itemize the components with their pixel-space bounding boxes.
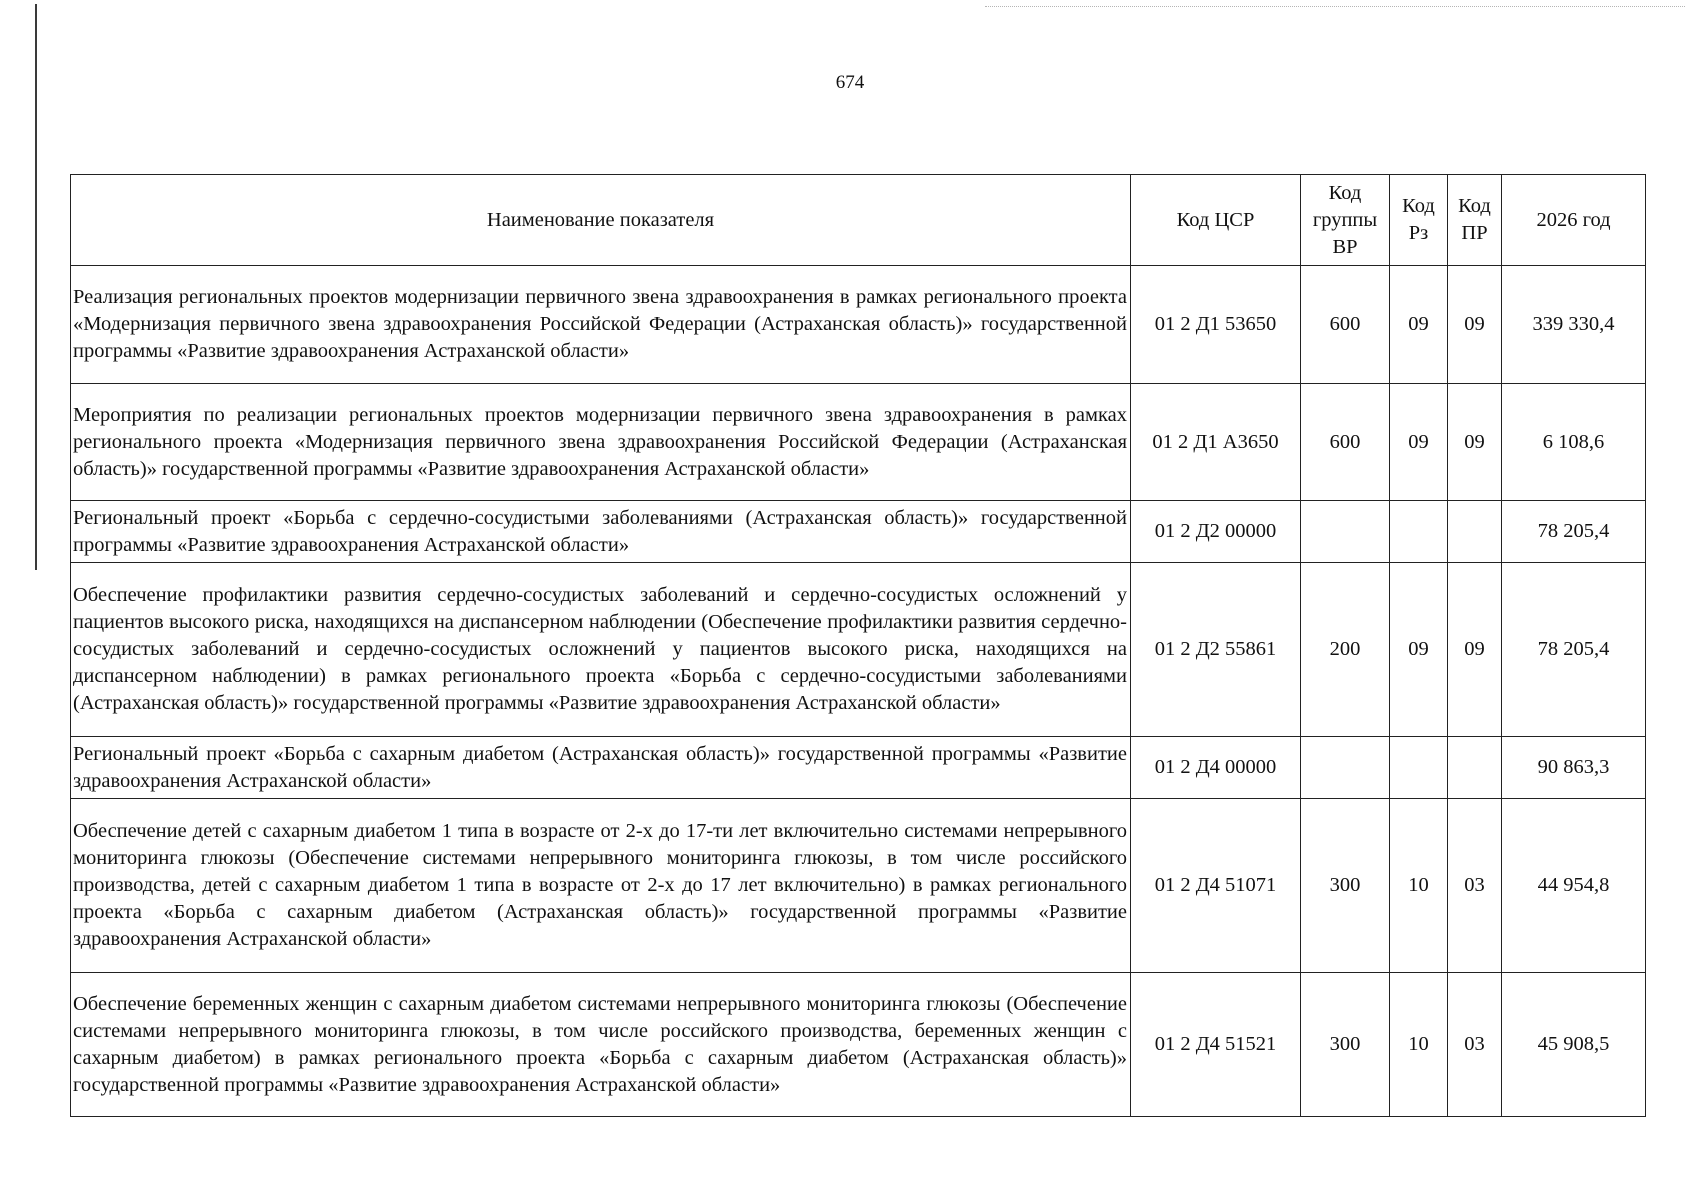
row-pr: 09 (1448, 384, 1502, 501)
row-rz: 10 (1390, 973, 1448, 1117)
page-number: 674 (835, 72, 865, 93)
row-rz: 09 (1390, 563, 1448, 737)
table-row (71, 563, 1646, 737)
row-rz: 09 (1390, 384, 1448, 501)
row-rz: 10 (1390, 799, 1448, 973)
header-vr: Код группы ВР (1301, 175, 1390, 266)
row-vr: 600 (1301, 266, 1390, 384)
row-rz (1390, 501, 1448, 563)
row-amount: 6 108,6 (1502, 384, 1646, 501)
table-row (71, 501, 1646, 563)
row-name: Мероприятия по реализации региональных проектов модернизации первичного звена здравоохранения в рамках регионального проекта «Модернизация первичного звена здравоохранения Российской Федерации (Астраханская область)» государственной программы «Развитие здравоохранения Астраханской области» (71, 384, 1131, 501)
table-header-row (71, 175, 1646, 266)
scan-top-line (985, 6, 1685, 7)
row-amount: 339 330,4 (1502, 266, 1646, 384)
row-amount: 45 908,5 (1502, 973, 1646, 1117)
row-rz: 09 (1390, 266, 1448, 384)
budget-table (70, 174, 1646, 1117)
row-pr: 09 (1448, 563, 1502, 737)
row-pr: 03 (1448, 973, 1502, 1117)
row-name: Обеспечение детей с сахарным диабетом 1 типа в возрасте от 2-х до 17-ти лет включительно системами непрерывного мониторинга глюкозы (Обеспечение системами непрерывного мониторинга глюкозы, в том числе российского производства, детей с сахарным диабетом 1 типа в возрасте от 2-х до 17 лет включительно) в рамках регионального проекта «Борьба с сахарным диабетом (Астраханская область)» государственной программы «Развитие здравоохранения Астраханской области» (71, 799, 1131, 973)
row-csr: 01 2 Д1 53650 (1131, 266, 1301, 384)
header-name: Наименование показателя (71, 175, 1131, 266)
row-vr: 300 (1301, 973, 1390, 1117)
row-csr: 01 2 Д2 55861 (1131, 563, 1301, 737)
header-rz: Код Рз (1390, 175, 1448, 266)
row-vr: 600 (1301, 384, 1390, 501)
row-pr: 09 (1448, 266, 1502, 384)
table-row (71, 737, 1646, 799)
header-csr: Код ЦСР (1131, 175, 1301, 266)
row-csr: 01 2 Д4 51071 (1131, 799, 1301, 973)
table-row (71, 266, 1646, 384)
row-rz (1390, 737, 1448, 799)
row-amount: 44 954,8 (1502, 799, 1646, 973)
row-name: Региональный проект «Борьба с сахарным диабетом (Астраханская область)» государственной программы «Развитие здравоохранения Астраханской области» (71, 737, 1131, 799)
row-pr: 03 (1448, 799, 1502, 973)
table-row (71, 973, 1646, 1117)
row-pr (1448, 501, 1502, 563)
row-csr: 01 2 Д4 51521 (1131, 973, 1301, 1117)
header-amount: 2026 год (1502, 175, 1646, 266)
row-vr: 300 (1301, 799, 1390, 973)
row-csr: 01 2 Д2 00000 (1131, 501, 1301, 563)
row-name: Обеспечение профилактики развития сердечно-сосудистых заболеваний и сердечно-сосудистых осложнений у пациентов высокого риска, находящихся на диспансерном наблюдении (Обеспечение профилактики развития сердечно-сосудистых заболеваний и сердечно-сосудистых осложнений у пациентов высокого риска, находящихся на диспансерном наблюдении) в рамках регионального проекта «Борьба с сердечно-сосудистыми заболеваниями (Астраханская область)» государственной программы «Развитие здравоохранения Астраханской области» (71, 563, 1131, 737)
table-row (71, 799, 1646, 973)
row-pr (1448, 737, 1502, 799)
row-vr (1301, 737, 1390, 799)
row-name: Обеспечение беременных женщин с сахарным диабетом системами непрерывного мониторинга глюкозы (Обеспечение системами непрерывного мониторинга глюкозы, в том числе российского производства, беременных женщин с сахарным диабетом) в рамках регионального проекта «Борьба с сахарным диабетом (Астраханская область)» государственной программы «Развитие здравоохранения Астраханской области» (71, 973, 1131, 1117)
row-name: Региональный проект «Борьба с сердечно-сосудистыми заболеваниями (Астраханская область)» государственной программы «Развитие здравоохранения Астраханской области» (71, 501, 1131, 563)
header-pr: Код ПР (1448, 175, 1502, 266)
row-csr: 01 2 Д1 А3650 (1131, 384, 1301, 501)
row-amount: 90 863,3 (1502, 737, 1646, 799)
row-vr (1301, 501, 1390, 563)
row-csr: 01 2 Д4 00000 (1131, 737, 1301, 799)
row-amount: 78 205,4 (1502, 563, 1646, 737)
scan-edge-line (35, 4, 37, 570)
row-name: Реализация региональных проектов модернизации первичного звена здравоохранения в рамках регионального проекта «Модернизация первичного звена здравоохранения Российской Федерации (Астраханская область)» государственной программы «Развитие здравоохранения Астраханской области» (71, 266, 1131, 384)
row-amount: 78 205,4 (1502, 501, 1646, 563)
table-row (71, 384, 1646, 501)
row-vr: 200 (1301, 563, 1390, 737)
